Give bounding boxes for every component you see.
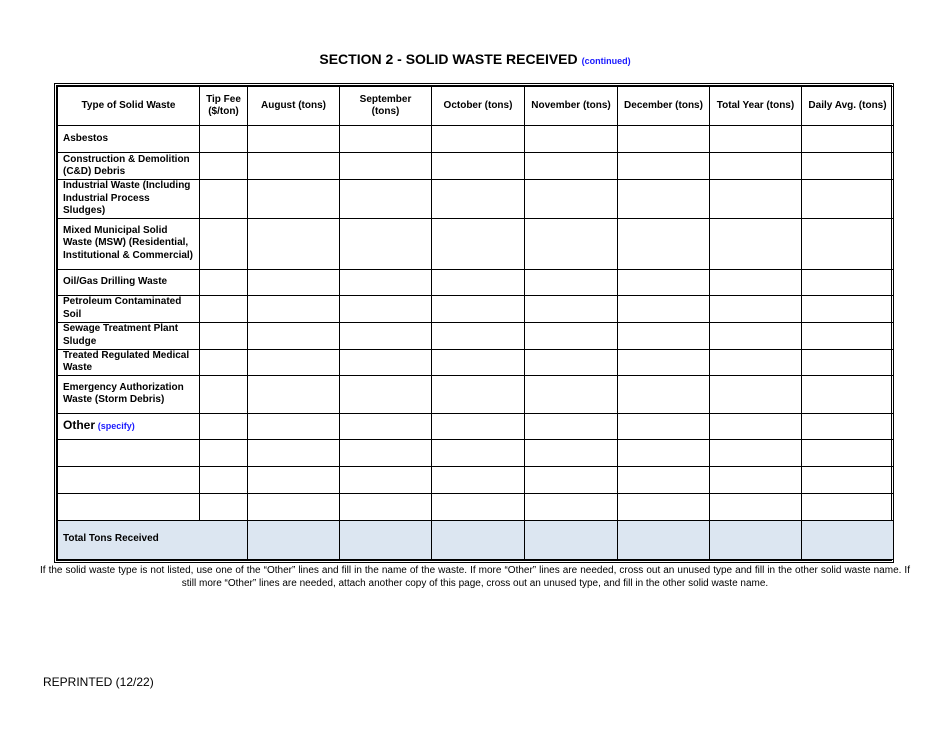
entry-cell[interactable] — [618, 375, 710, 413]
solid-waste-table — [54, 83, 894, 563]
entry-cell[interactable] — [710, 520, 802, 559]
entry-cell[interactable] — [710, 466, 802, 493]
entry-cell[interactable] — [802, 439, 894, 466]
entry-cell[interactable] — [200, 439, 248, 466]
entry-cell[interactable] — [710, 153, 802, 180]
entry-cell[interactable] — [525, 413, 618, 439]
entry-cell[interactable] — [432, 180, 525, 219]
other-text: Other — [63, 417, 96, 432]
instructions-note: If the solid waste type is not listed, use one of the “Other” lines and fill in the name of the waste. If more “Other” lines are needed, cross out an unused type and fill in the other solid waste name. If still more “Other” lines are needed, attach another copy of this page, cross out an unused type, and fill in the other solid waste name. — [40, 565, 910, 589]
table-row — [58, 269, 894, 295]
column-header: December (tons) — [618, 87, 710, 126]
entry-cell[interactable] — [248, 413, 340, 439]
entry-cell[interactable] — [432, 439, 525, 466]
column-header: October (tons) — [432, 87, 525, 126]
entry-cell[interactable] — [802, 349, 894, 375]
entry-cell[interactable] — [618, 520, 710, 559]
column-header: Total Year (tons) — [710, 87, 802, 126]
entry-cell[interactable] — [200, 126, 248, 153]
entry-cell[interactable] — [432, 375, 525, 413]
entry-cell[interactable] — [432, 520, 525, 559]
entry-cell[interactable] — [340, 269, 432, 295]
table-row — [58, 126, 894, 153]
entry-cell[interactable] — [802, 126, 894, 153]
entry-cell[interactable] — [525, 349, 618, 375]
waste-type-label: Emergency Authorization Waste (Storm Debris) — [58, 375, 200, 413]
table-row — [58, 218, 894, 269]
entry-cell[interactable] — [432, 413, 525, 439]
entry-cell[interactable] — [432, 218, 525, 269]
table-row-blank — [58, 439, 894, 466]
entry-cell[interactable] — [340, 218, 432, 269]
entry-cell[interactable] — [618, 126, 710, 153]
entry-cell[interactable] — [432, 153, 525, 180]
entry-cell[interactable] — [618, 269, 710, 295]
entry-cell[interactable] — [432, 322, 525, 349]
entry-cell[interactable] — [200, 180, 248, 219]
entry-cell[interactable] — [340, 322, 432, 349]
entry-cell[interactable] — [618, 349, 710, 375]
entry-cell[interactable] — [248, 218, 340, 269]
entry-cell[interactable] — [58, 439, 200, 466]
entry-cell[interactable] — [618, 180, 710, 219]
entry-cell[interactable] — [525, 269, 618, 295]
entry-cell[interactable] — [525, 439, 618, 466]
column-header: August (tons) — [248, 87, 340, 126]
table-row-blank — [58, 466, 894, 493]
entry-cell[interactable] — [618, 413, 710, 439]
entry-cell[interactable] — [248, 493, 340, 520]
entry-cell[interactable] — [432, 295, 525, 322]
entry-cell[interactable] — [432, 493, 525, 520]
entry-cell[interactable] — [802, 493, 894, 520]
waste-type-label: Petroleum Contaminated Soil — [58, 295, 200, 322]
entry-cell[interactable] — [525, 295, 618, 322]
entry-cell[interactable] — [200, 295, 248, 322]
total-label: Total Tons Received — [58, 520, 248, 559]
table-row — [58, 322, 894, 349]
entry-cell[interactable] — [248, 322, 340, 349]
entry-cell[interactable] — [525, 218, 618, 269]
table-row — [58, 349, 894, 375]
entry-cell[interactable] — [710, 493, 802, 520]
entry-cell[interactable] — [710, 322, 802, 349]
table-row — [58, 180, 894, 219]
entry-cell[interactable] — [200, 413, 248, 439]
entry-cell[interactable] — [525, 493, 618, 520]
waste-type-label: Sewage Treatment Plant Sludge — [58, 322, 200, 349]
entry-cell[interactable] — [248, 295, 340, 322]
entry-cell[interactable] — [248, 180, 340, 219]
table-row — [58, 375, 894, 413]
entry-cell[interactable] — [340, 413, 432, 439]
continued-note: (continued) — [581, 56, 631, 66]
entry-cell[interactable] — [710, 180, 802, 219]
entry-cell[interactable] — [340, 520, 432, 559]
entry-cell[interactable] — [710, 439, 802, 466]
specify-note: (specify) — [97, 420, 135, 431]
column-header: November (tons) — [525, 87, 618, 126]
entry-cell[interactable] — [525, 375, 618, 413]
entry-cell[interactable] — [802, 269, 894, 295]
entry-cell[interactable] — [340, 493, 432, 520]
entry-cell[interactable] — [802, 466, 894, 493]
entry-cell[interactable] — [200, 322, 248, 349]
entry-cell[interactable] — [200, 218, 248, 269]
entry-cell[interactable] — [248, 269, 340, 295]
entry-cell[interactable] — [200, 466, 248, 493]
entry-cell[interactable] — [710, 126, 802, 153]
entry-cell[interactable] — [248, 520, 340, 559]
reprint-date: REPRINTED (12/22) — [43, 675, 154, 689]
entry-cell[interactable] — [802, 413, 894, 439]
entry-cell[interactable] — [802, 322, 894, 349]
entry-cell[interactable] — [200, 375, 248, 413]
entry-cell[interactable] — [432, 349, 525, 375]
entry-cell[interactable] — [248, 466, 340, 493]
entry-cell[interactable] — [525, 322, 618, 349]
entry-cell[interactable] — [525, 180, 618, 219]
entry-cell[interactable] — [710, 218, 802, 269]
entry-cell[interactable] — [200, 269, 248, 295]
entry-cell[interactable] — [710, 413, 802, 439]
waste-type-label: Mixed Municipal Solid Waste (MSW) (Residential, Institutional & Commercial) — [58, 218, 200, 269]
entry-cell[interactable] — [710, 295, 802, 322]
entry-cell[interactable] — [618, 466, 710, 493]
entry-cell[interactable] — [802, 375, 894, 413]
table-row — [58, 295, 894, 322]
entry-cell[interactable] — [802, 520, 894, 559]
waste-type-label: Construction & Demolition (C&D) Debris — [58, 153, 200, 180]
entry-cell[interactable] — [710, 349, 802, 375]
entry-cell[interactable] — [340, 439, 432, 466]
waste-type-label: Oil/Gas Drilling Waste — [58, 269, 200, 295]
entry-cell[interactable] — [802, 218, 894, 269]
entry-cell[interactable] — [525, 520, 618, 559]
table-row-blank — [58, 493, 894, 520]
other-label — [58, 413, 200, 439]
total-row — [58, 520, 894, 559]
entry-cell[interactable] — [432, 466, 525, 493]
table-row-other — [58, 413, 894, 439]
entry-cell[interactable] — [340, 153, 432, 180]
entry-cell[interactable] — [248, 126, 340, 153]
entry-cell[interactable] — [340, 375, 432, 413]
column-header: Type of Solid Waste — [58, 87, 200, 126]
entry-cell[interactable] — [802, 180, 894, 219]
entry-cell[interactable] — [248, 349, 340, 375]
entry-cell[interactable] — [618, 493, 710, 520]
entry-cell[interactable] — [525, 466, 618, 493]
entry-cell[interactable] — [200, 493, 248, 520]
entry-cell[interactable] — [340, 126, 432, 153]
entry-cell[interactable] — [710, 269, 802, 295]
entry-cell[interactable] — [340, 349, 432, 375]
entry-cell[interactable] — [200, 153, 248, 180]
column-header: Tip Fee ($/ton) — [200, 87, 248, 126]
table-row — [58, 153, 894, 180]
entry-cell[interactable] — [58, 466, 200, 493]
entry-cell[interactable] — [340, 295, 432, 322]
entry-cell[interactable] — [618, 153, 710, 180]
entry-cell[interactable] — [710, 375, 802, 413]
entry-cell[interactable] — [618, 295, 710, 322]
entry-cell[interactable] — [200, 349, 248, 375]
entry-cell[interactable] — [618, 322, 710, 349]
waste-type-label: Asbestos — [58, 126, 200, 153]
entry-cell[interactable] — [432, 269, 525, 295]
entry-cell[interactable] — [248, 153, 340, 180]
entry-cell[interactable] — [802, 153, 894, 180]
entry-cell[interactable] — [525, 153, 618, 180]
column-header: Daily Avg. (tons) — [802, 87, 894, 126]
section-title: SECTION 2 - SOLID WASTE RECEIVED (continued) — [319, 51, 631, 67]
entry-cell[interactable] — [802, 295, 894, 322]
entry-cell[interactable] — [248, 375, 340, 413]
entry-cell[interactable] — [248, 439, 340, 466]
entry-cell[interactable] — [525, 126, 618, 153]
entry-cell[interactable] — [340, 180, 432, 219]
column-header: September (tons) — [340, 87, 432, 126]
entry-cell[interactable] — [340, 466, 432, 493]
entry-cell[interactable] — [618, 439, 710, 466]
waste-type-label: Industrial Waste (Including Industrial Process Sludges) — [58, 180, 200, 219]
entry-cell[interactable] — [432, 126, 525, 153]
waste-type-label: Treated Regulated Medical Waste — [58, 349, 200, 375]
entry-cell[interactable] — [58, 493, 200, 520]
entry-cell[interactable] — [618, 218, 710, 269]
